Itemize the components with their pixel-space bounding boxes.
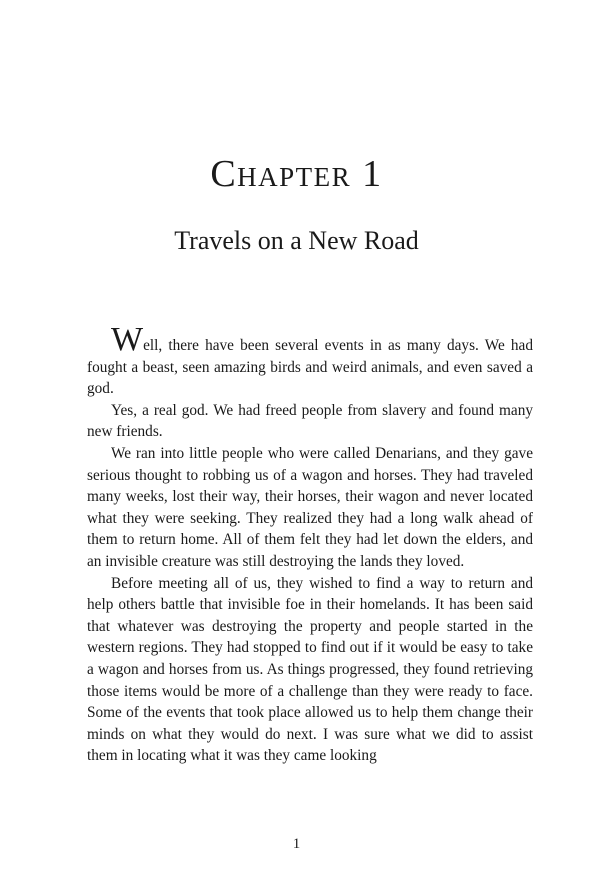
paragraph-3: We ran into little people who were called Denarians, and they gave serious thought to robbing us of a wagon and horses. They had traveled many weeks, lost their way, their horses, their wagon and never located what they were seeking. They realized they had a long walk ahead of them to return home. All of them felt they had let down the elders, and an invisible creature was still destroying the lands they loved. — [87, 444, 533, 570]
page-number: 1 — [292, 836, 301, 852]
paragraph-4: Before meeting all of us, they wished to find a way to return and help others battle that invisible foe in their homelands. It has been said that whatever was destroying the property and people started in the western regions. They had stopped to find out if it would be easy to take a wagon and horses from us. As things progressed, they found retrieving those items would be more of a challenge than they were ready to face. Some of the events that took place allowed us to help them change their minds on what they would do next. I was sure what we did to assist them in locating what it was they came looking — [87, 574, 533, 765]
chapter-body — [87, 321, 533, 767]
paragraph-2: Yes, a real god. We had freed people from slavery and found many new friends. — [87, 401, 533, 441]
chapter-heading: Chapter 1 — [210, 153, 383, 195]
paragraph-1-text: ell, there have been several events in as many days. We had fought a beast, seen amazing birds and weird animals, and even saved a god. — [87, 337, 533, 398]
chapter-title: Travels on a New Road — [174, 226, 419, 255]
paragraph-1 — [87, 321, 533, 400]
drop-initial: W — [111, 321, 144, 358]
